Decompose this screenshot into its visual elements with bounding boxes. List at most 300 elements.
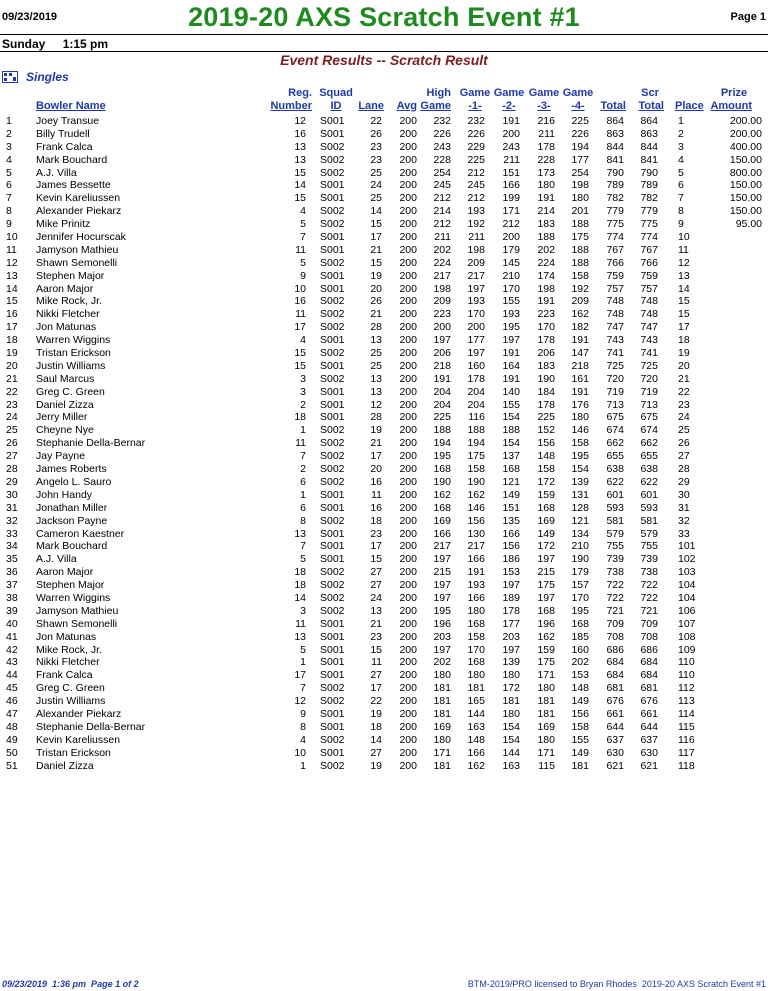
game-2: 170 xyxy=(502,282,520,295)
game-1: 245 xyxy=(467,179,485,192)
game-1: 166 xyxy=(467,746,485,759)
reg-number: 15 xyxy=(294,166,306,179)
row-rank: 50 xyxy=(6,746,18,759)
reg-number: 8 xyxy=(300,514,306,527)
squad-id: S002 xyxy=(320,463,345,476)
average: 200 xyxy=(399,179,417,192)
scratch-total: 779 xyxy=(640,205,658,218)
bowler-name: Kevin Kareliussen xyxy=(36,192,121,205)
col-g2: Game -2- xyxy=(493,87,525,112)
table-row xyxy=(0,321,768,334)
game-1: 181 xyxy=(467,682,485,695)
bowler-name: Jonathan Miller xyxy=(36,501,108,514)
total: 766 xyxy=(606,256,624,269)
row-rank: 10 xyxy=(6,231,18,244)
lane: 23 xyxy=(370,527,382,540)
bowler-name: Saul Marcus xyxy=(36,372,95,385)
row-rank: 38 xyxy=(6,591,18,604)
average: 200 xyxy=(399,308,417,321)
bowler-name: Angelo L. Sauro xyxy=(36,475,112,488)
scratch-total: 844 xyxy=(640,140,658,153)
place: 5 xyxy=(678,166,684,179)
high-game: 217 xyxy=(433,269,451,282)
lane: 15 xyxy=(370,643,382,656)
squad-id: S001 xyxy=(320,617,345,630)
game-4: 191 xyxy=(571,334,589,347)
squad-id: S002 xyxy=(320,295,345,308)
squad-id: S002 xyxy=(320,321,345,334)
table-row xyxy=(0,283,768,296)
game-4: 180 xyxy=(571,192,589,205)
place: 118 xyxy=(678,759,695,772)
scratch-total: 757 xyxy=(640,282,658,295)
row-rank: 12 xyxy=(6,256,18,269)
game-2: 212 xyxy=(502,218,520,231)
high-game: 224 xyxy=(433,256,451,269)
average: 200 xyxy=(399,140,417,153)
col-total: Total xyxy=(600,100,626,112)
lane: 19 xyxy=(370,269,382,282)
row-rank: 20 xyxy=(6,359,18,372)
high-game: 171 xyxy=(433,746,451,759)
table-row xyxy=(0,695,768,708)
game-1: 192 xyxy=(467,218,485,231)
bowler-name: Billy Trudell xyxy=(36,127,90,140)
squad-id: S001 xyxy=(320,630,345,643)
high-game: 169 xyxy=(433,720,451,733)
row-rank: 19 xyxy=(6,347,18,360)
game-4: 131 xyxy=(571,488,589,501)
game-3: 183 xyxy=(537,218,555,231)
average: 200 xyxy=(399,527,417,540)
row-rank: 13 xyxy=(6,269,18,282)
place: 20 xyxy=(678,359,690,372)
reg-number: 15 xyxy=(294,359,306,372)
table-row xyxy=(0,373,768,386)
game-1: 178 xyxy=(467,372,485,385)
table-row xyxy=(0,154,768,167)
total: 790 xyxy=(606,166,624,179)
place: 22 xyxy=(678,385,690,398)
row-rank: 44 xyxy=(6,669,18,682)
place: 21 xyxy=(678,372,690,385)
table-row xyxy=(0,605,768,618)
average: 200 xyxy=(399,656,417,669)
game-4: 168 xyxy=(571,617,589,630)
row-rank: 49 xyxy=(6,733,18,746)
squad-id: S002 xyxy=(320,347,345,360)
game-1: 193 xyxy=(467,579,485,592)
squad-id: S001 xyxy=(320,720,345,733)
game-4: 158 xyxy=(571,269,589,282)
game-3: 184 xyxy=(537,385,555,398)
bowler-name: Shawn Semonelli xyxy=(36,256,118,269)
total: 720 xyxy=(606,372,624,385)
total: 681 xyxy=(606,682,624,695)
reg-number: 15 xyxy=(294,192,306,205)
game-1: 170 xyxy=(467,643,485,656)
game-2: 154 xyxy=(502,411,520,424)
prize-amount: 150.00 xyxy=(729,179,762,192)
place: 107 xyxy=(678,617,696,630)
reg-number: 2 xyxy=(300,463,306,476)
game-2: 191 xyxy=(502,347,520,360)
scratch-total: 630 xyxy=(640,746,658,759)
row-rank: 8 xyxy=(6,205,12,218)
row-rank: 27 xyxy=(6,450,18,463)
reg-number: 4 xyxy=(300,733,306,746)
place: 32 xyxy=(678,514,690,527)
reg-number: 3 xyxy=(300,385,306,398)
reg-number: 2 xyxy=(300,398,306,411)
game-3: 202 xyxy=(537,243,555,256)
place: 29 xyxy=(678,475,690,488)
place: 25 xyxy=(678,424,690,437)
bowler-name: A.J. Villa xyxy=(36,553,77,566)
game-2: 166 xyxy=(502,527,520,540)
game-2: 163 xyxy=(502,759,520,772)
bowler-name: Daniel Zizza xyxy=(36,759,94,772)
game-4: 194 xyxy=(571,140,589,153)
col-g1: Game -1- xyxy=(459,87,491,112)
game-3: 196 xyxy=(537,617,555,630)
game-3: 170 xyxy=(537,321,555,334)
game-1: 166 xyxy=(467,553,485,566)
reg-number: 5 xyxy=(300,553,306,566)
total: 782 xyxy=(606,192,624,205)
game-3: 168 xyxy=(537,501,555,514)
game-2: 210 xyxy=(502,269,520,282)
squad-id: S002 xyxy=(320,604,345,617)
high-game: 245 xyxy=(433,179,451,192)
scratch-total: 789 xyxy=(640,179,658,192)
average: 200 xyxy=(399,269,417,282)
reg-number: 11 xyxy=(295,617,306,630)
table-row xyxy=(0,399,768,412)
bowler-name: John Handy xyxy=(36,488,93,501)
scratch-total: 775 xyxy=(640,218,658,231)
place: 12 xyxy=(678,256,690,269)
scratch-total: 759 xyxy=(640,269,658,282)
lane: 26 xyxy=(370,127,382,140)
lane: 23 xyxy=(370,630,382,643)
table-row xyxy=(0,463,768,476)
scratch-total: 676 xyxy=(640,695,658,708)
squad-id: S002 xyxy=(320,153,345,166)
scratch-total: 601 xyxy=(640,488,658,501)
game-1: 170 xyxy=(467,308,485,321)
event-day-time xyxy=(2,37,108,51)
squad-id: S001 xyxy=(320,707,345,720)
table-row xyxy=(0,592,768,605)
total: 722 xyxy=(606,591,624,604)
row-rank: 28 xyxy=(6,463,18,476)
high-game: 212 xyxy=(433,218,451,231)
row-rank: 11 xyxy=(6,243,17,256)
col-regnum: Reg. Number xyxy=(270,87,312,112)
average: 200 xyxy=(399,591,417,604)
place: 14 xyxy=(678,282,690,295)
row-rank: 32 xyxy=(6,514,18,527)
scratch-total: 725 xyxy=(640,359,658,372)
game-4: 254 xyxy=(571,166,589,179)
reg-number: 13 xyxy=(294,140,306,153)
prize-amount: 150.00 xyxy=(729,192,762,205)
game-2: 200 xyxy=(502,127,520,140)
bowler-name: Warren Wiggins xyxy=(36,591,111,604)
bowler-name: Jerry Miller xyxy=(36,411,88,424)
row-rank: 47 xyxy=(6,707,18,720)
col-place: Place xyxy=(675,100,704,112)
game-4: 182 xyxy=(571,321,589,334)
table-row xyxy=(0,579,768,592)
game-1: 158 xyxy=(467,463,485,476)
table-row xyxy=(0,489,768,502)
high-game: 180 xyxy=(433,733,451,746)
game-2: 156 xyxy=(502,540,520,553)
game-1: 211 xyxy=(468,231,485,244)
place: 31 xyxy=(678,501,690,514)
scratch-total: 579 xyxy=(640,527,658,540)
average: 200 xyxy=(399,127,417,140)
game-3: 173 xyxy=(537,166,555,179)
lane: 16 xyxy=(370,475,382,488)
high-game: 181 xyxy=(433,759,451,772)
reg-number: 10 xyxy=(294,282,306,295)
bowler-name: Stephen Major xyxy=(36,269,105,282)
col-scr: Scr Total xyxy=(638,87,664,112)
place: 110 xyxy=(678,669,695,682)
reg-number: 6 xyxy=(300,501,306,514)
high-game: 218 xyxy=(433,359,451,372)
total: 721 xyxy=(606,604,624,617)
scratch-total: 782 xyxy=(640,192,658,205)
row-rank: 45 xyxy=(6,682,18,695)
game-2: 154 xyxy=(502,733,520,746)
prize-amount: 200.00 xyxy=(729,127,762,140)
game-3: 169 xyxy=(537,514,555,527)
game-4: 190 xyxy=(571,553,589,566)
table-row xyxy=(0,128,768,141)
table-row xyxy=(0,347,768,360)
scratch-total: 720 xyxy=(640,372,658,385)
scratch-total: 841 xyxy=(640,153,658,166)
total: 779 xyxy=(606,205,624,218)
place: 2 xyxy=(678,127,684,140)
place: 18 xyxy=(678,334,690,347)
scratch-total: 621 xyxy=(640,759,658,772)
table-row xyxy=(0,437,768,450)
scratch-total: 741 xyxy=(640,347,658,360)
bowler-name: James Roberts xyxy=(36,463,107,476)
table-row xyxy=(0,257,768,270)
bowler-name: Jay Payne xyxy=(36,450,86,463)
table-row xyxy=(0,734,768,747)
scratch-total: 722 xyxy=(640,591,658,604)
game-3: 180 xyxy=(537,733,555,746)
high-game: 196 xyxy=(433,617,451,630)
game-3: 191 xyxy=(537,295,555,308)
game-4: 188 xyxy=(571,256,589,269)
game-2: 200 xyxy=(502,231,520,244)
squad-id: S002 xyxy=(320,450,345,463)
place: 102 xyxy=(678,553,696,566)
high-game: 180 xyxy=(433,669,451,682)
game-2: 179 xyxy=(502,243,520,256)
bowler-name: Justin Williams xyxy=(36,359,106,372)
lane: 11 xyxy=(371,656,382,669)
scratch-total: 767 xyxy=(640,243,658,256)
lane: 25 xyxy=(370,192,382,205)
lane: 23 xyxy=(370,153,382,166)
lane: 17 xyxy=(370,231,382,244)
scratch-total: 638 xyxy=(640,463,658,476)
average: 200 xyxy=(399,334,417,347)
lane: 12 xyxy=(370,398,382,411)
bowler-name: James Bessette xyxy=(36,179,111,192)
average: 200 xyxy=(399,643,417,656)
game-1: 212 xyxy=(467,166,485,179)
reg-number: 15 xyxy=(294,347,306,360)
game-4: 160 xyxy=(571,643,589,656)
high-game: 195 xyxy=(433,604,451,617)
game-1: 194 xyxy=(467,437,485,450)
high-game: 215 xyxy=(433,566,451,579)
table-row xyxy=(0,360,768,373)
table-row xyxy=(0,308,768,321)
table-row xyxy=(0,528,768,541)
scratch-total: 622 xyxy=(640,475,658,488)
squad-id: S001 xyxy=(320,359,345,372)
game-3: 175 xyxy=(537,656,555,669)
scratch-total: 675 xyxy=(640,411,658,424)
average: 200 xyxy=(399,707,417,720)
row-rank: 9 xyxy=(6,218,12,231)
row-rank: 51 xyxy=(6,759,18,772)
high-game: 162 xyxy=(433,488,451,501)
col-squad: Squad ID xyxy=(319,87,353,112)
average: 200 xyxy=(399,475,417,488)
high-game: 217 xyxy=(433,540,451,553)
lane: 11 xyxy=(371,488,382,501)
squad-id: S001 xyxy=(320,553,345,566)
bowler-name: Aaron Major xyxy=(36,566,94,579)
high-game: 191 xyxy=(433,372,451,385)
game-3: 115 xyxy=(538,759,555,772)
game-2: 199 xyxy=(502,192,520,205)
event-day: Sunday xyxy=(2,37,46,51)
game-3: 148 xyxy=(537,450,555,463)
lane: 27 xyxy=(370,746,382,759)
bowler-name: Daniel Zizza xyxy=(36,398,94,411)
high-game: 197 xyxy=(433,334,451,347)
total: 684 xyxy=(606,669,624,682)
game-2: 144 xyxy=(502,746,520,759)
game-4: 149 xyxy=(571,746,589,759)
page-number: Page 1 xyxy=(730,11,766,23)
total: 674 xyxy=(606,424,624,437)
lane: 21 xyxy=(370,243,382,256)
game-1: 217 xyxy=(467,269,485,282)
game-1: 180 xyxy=(467,669,485,682)
prize-amount: 95.00 xyxy=(735,218,762,231)
scratch-total: 766 xyxy=(640,256,658,269)
game-3: 152 xyxy=(537,424,555,437)
game-1: 212 xyxy=(467,192,485,205)
game-2: 151 xyxy=(502,501,520,514)
game-2: 180 xyxy=(502,707,520,720)
prize-amount: 150.00 xyxy=(729,205,762,218)
game-4: 146 xyxy=(571,424,589,437)
lane: 17 xyxy=(370,450,382,463)
col-g3: Game -3- xyxy=(528,87,560,112)
squad-id: S001 xyxy=(320,540,345,553)
average: 200 xyxy=(399,579,417,592)
place: 106 xyxy=(678,604,696,617)
bowler-name: Jackson Payne xyxy=(36,514,108,527)
game-1: 162 xyxy=(467,759,485,772)
place: 109 xyxy=(678,643,696,656)
high-game: 190 xyxy=(433,475,451,488)
game-3: 188 xyxy=(537,231,555,244)
game-3: 178 xyxy=(537,334,555,347)
high-game: 226 xyxy=(433,127,451,140)
reg-number: 5 xyxy=(300,256,306,269)
squad-id: S001 xyxy=(320,669,345,682)
place: 27 xyxy=(678,450,690,463)
place: 28 xyxy=(678,463,690,476)
game-1: 209 xyxy=(467,256,485,269)
game-4: 153 xyxy=(571,669,589,682)
game-4: 170 xyxy=(571,591,589,604)
place: 104 xyxy=(678,579,696,592)
bowler-name: A.J. Villa xyxy=(36,166,77,179)
game-2: 189 xyxy=(502,591,520,604)
total: 644 xyxy=(606,720,624,733)
lane: 20 xyxy=(370,282,382,295)
row-rank: 22 xyxy=(6,385,18,398)
average: 200 xyxy=(399,295,417,308)
game-3: 198 xyxy=(537,282,555,295)
grid-icon xyxy=(2,71,18,83)
lane: 14 xyxy=(370,733,382,746)
scratch-total: 684 xyxy=(640,656,658,669)
row-rank: 36 xyxy=(6,566,18,579)
scratch-total: 739 xyxy=(640,553,658,566)
average: 200 xyxy=(399,720,417,733)
scratch-total: 709 xyxy=(640,617,658,630)
game-2: 243 xyxy=(502,140,520,153)
squad-id: S002 xyxy=(320,166,345,179)
game-2: 153 xyxy=(502,566,520,579)
game-1: 158 xyxy=(467,630,485,643)
high-game: 197 xyxy=(433,643,451,656)
reg-number: 1 xyxy=(300,759,306,772)
squad-id: S001 xyxy=(320,643,345,656)
squad-id: S001 xyxy=(320,282,345,295)
scratch-total: 644 xyxy=(640,720,658,733)
place: 115 xyxy=(678,720,695,733)
game-4: 181 xyxy=(571,759,589,772)
total: 593 xyxy=(606,501,624,514)
squad-id: S001 xyxy=(320,269,345,282)
game-3: 211 xyxy=(538,127,555,140)
total: 757 xyxy=(606,282,624,295)
game-3: 206 xyxy=(537,347,555,360)
high-game: 181 xyxy=(433,682,451,695)
game-1: 193 xyxy=(467,205,485,218)
table-row xyxy=(0,167,768,180)
